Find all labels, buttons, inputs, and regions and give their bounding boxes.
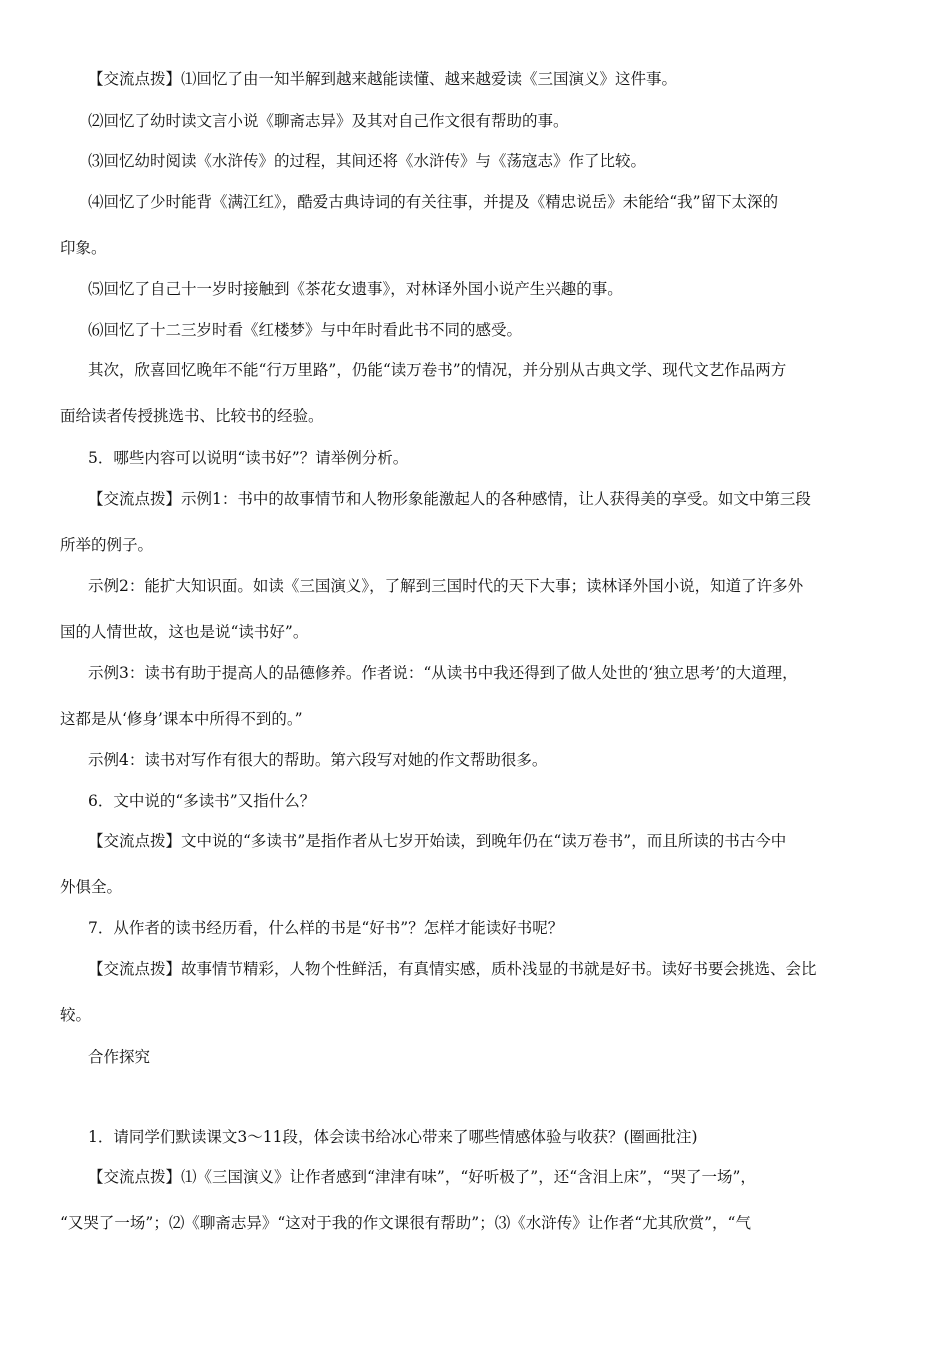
secondly-paragraph: 其次，欣喜回忆晚年不能“行万里路”，仍能“读万卷书”的情况，并分别从古典文学、现代文艺作品两方	[88, 361, 787, 379]
answer-7-cont: 较。	[60, 1006, 92, 1024]
recall-item-4-cont: 印象。	[60, 239, 107, 257]
answer-5-example-3: 示例3：读书有助于提高人的品德修养。作者说：“从读书中我还得到了做人处世的‘独立思考’的大道理，	[88, 664, 798, 682]
inquiry-answer-1: 【交流点拨】⑴《三国演义》让作者感到“津津有味”，“好听极了”，还“含泪上床”，“哭了一场”，	[88, 1168, 756, 1186]
inquiry-question-1: 1．请同学们默读课文3～11段，体会读书给冰心带来了哪些情感体验与收获？(圈画批注)	[88, 1128, 698, 1146]
answer-5-example-4: 示例4：读书对写作有很大的帮助。第六段写对她的作文帮助很多。	[88, 751, 548, 769]
recall-item-6: ⑹回忆了十二三岁时看《红楼梦》与中年时看此书不同的感受。	[88, 321, 523, 339]
answer-6: 【交流点拨】文中说的“多读书”是指作者从七岁开始读，到晚年仍在“读万卷书”，而且所读的书古今中	[88, 832, 787, 850]
answer-5-example-3-cont: 这都是从‘修身’课本中所得不到的。”	[60, 710, 303, 728]
question-5: 5．哪些内容可以说明“读书好”？请举例分析。	[88, 449, 409, 467]
answer-5-example-2-cont: 国的人情世故，这也是说“读书好”。	[60, 623, 309, 641]
answer-5-example-2: 示例2：能扩大知识面。如读《三国演义》，了解到三国时代的天下大事；读林译外国小说，知道了许多外	[88, 577, 804, 595]
inquiry-answer-1-cont: “又哭了一场”；⑵《聊斋志异》“这对于我的作文课很有帮助”；⑶《水浒传》让作者“尤其欣赏”，“气	[60, 1214, 751, 1232]
recall-item-5: ⑸回忆了自己十一岁时接触到《茶花女遗事》，对林译外国小说产生兴趣的事。	[88, 280, 623, 298]
secondly-paragraph-cont: 面给读者传授挑选书、比较书的经验。	[60, 407, 324, 425]
question-6: 6．文中说的“多读书”又指什么？	[88, 792, 316, 810]
answer-hint-intro: 【交流点拨】⑴回忆了由一知半解到越来越能读懂、越来越爱读《三国演义》这件事。	[88, 70, 678, 88]
recall-item-3: ⑶回忆幼时阅读《水浒传》的过程，其间还将《水浒传》与《荡寇志》作了比较。	[88, 152, 647, 170]
recall-item-4: ⑷回忆了少时能背《满江红》，酷爱古典诗词的有关往事，并提及《精忠说岳》未能给“我”留下太深的	[88, 193, 779, 211]
answer-7: 【交流点拨】故事情节精彩，人物个性鲜活，有真情实感，质朴浅显的书就是好书。读好书要会挑选、会比	[88, 960, 817, 978]
question-7: 7．从作者的读书经历看，什么样的书是“好书”？怎样才能读好书呢？	[88, 919, 564, 937]
section-heading-cooperative-inquiry: 合作探究	[88, 1048, 151, 1066]
answer-5-example-1: 【交流点拨】示例1：书中的故事情节和人物形象能激起人的各种感情，让人获得美的享受。如文中第三段	[88, 490, 811, 508]
answer-6-cont: 外俱全。	[60, 878, 123, 896]
answer-5-example-1-cont: 所举的例子。	[60, 536, 154, 554]
recall-item-2: ⑵回忆了幼时读文言小说《聊斋志异》及其对自己作文很有帮助的事。	[88, 112, 569, 130]
